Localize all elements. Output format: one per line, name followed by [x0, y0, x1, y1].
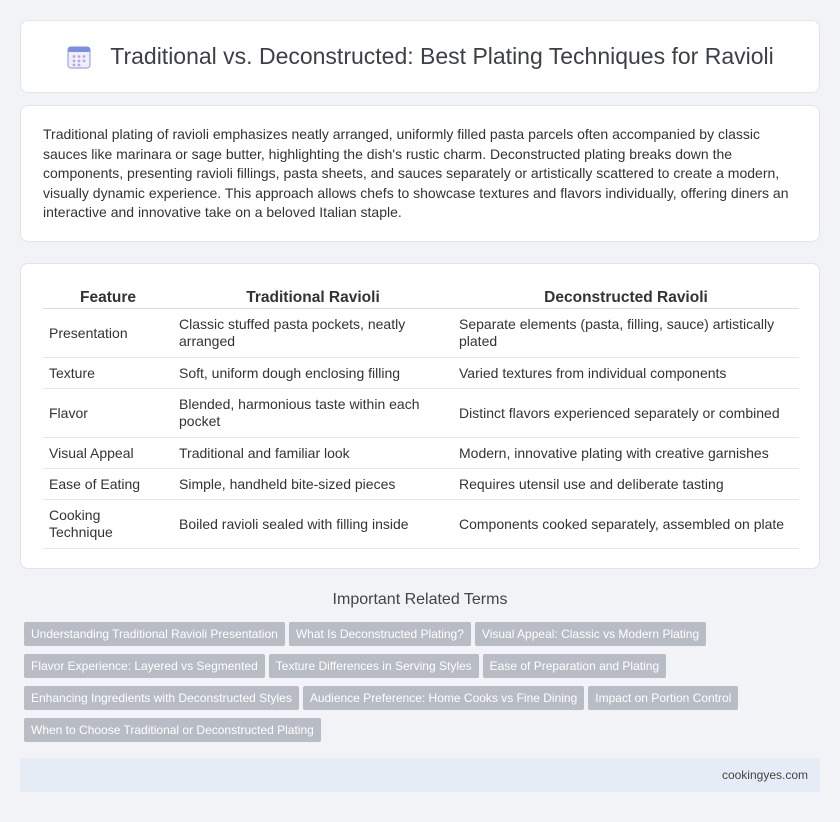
deconstructed-cell: Distinct flavors experienced separately or combined	[453, 389, 799, 438]
footer-site-link[interactable]: cookingyes.com	[721, 768, 808, 782]
table-header-row	[43, 286, 799, 309]
table-row	[43, 438, 799, 469]
traditional-cell: Boiled ravioli sealed with filling inside	[173, 500, 453, 549]
feature-cell: Visual Appeal	[43, 438, 173, 469]
related-tag[interactable]: When to Choose Traditional or Deconstructed Plating	[24, 718, 321, 742]
table-row	[43, 309, 799, 358]
deconstructed-cell: Modern, innovative plating with creative garnishes	[453, 438, 799, 469]
deconstructed-cell: Requires utensil use and deliberate tasting	[453, 469, 799, 500]
related-tag[interactable]: Impact on Portion Control	[588, 686, 738, 710]
related-terms-title: Important Related Terms	[332, 591, 508, 608]
related-tag[interactable]: Texture Differences in Serving Styles	[269, 654, 479, 678]
related-tag[interactable]: What Is Deconstructed Plating?	[289, 622, 471, 646]
header-traditional: Traditional Ravioli	[173, 286, 453, 309]
feature-cell: Flavor	[43, 389, 173, 438]
intro-card	[20, 105, 820, 242]
related-tag[interactable]: Ease of Preparation and Plating	[483, 654, 666, 678]
header-feature: Feature	[43, 286, 173, 309]
related-tag[interactable]: Understanding Traditional Ravioli Presentation	[24, 622, 285, 646]
related-tag[interactable]: Enhancing Ingredients with Deconstructed Styles	[24, 686, 299, 710]
feature-cell: Presentation	[43, 309, 173, 358]
header-deconstructed: Deconstructed Ravioli	[453, 286, 799, 309]
traditional-cell: Blended, harmonious taste within each pocket	[173, 389, 453, 438]
page-title: Traditional vs. Deconstructed: Best Plating Techniques for Ravioli	[110, 43, 774, 69]
feature-cell: Cooking Technique	[43, 500, 173, 549]
traditional-cell: Soft, uniform dough enclosing filling	[173, 358, 453, 389]
table-row	[43, 358, 799, 389]
related-tag[interactable]: Audience Preference: Home Cooks vs Fine Dining	[303, 686, 584, 710]
footer	[20, 758, 820, 792]
traditional-cell: Simple, handheld bite-sized pieces	[173, 469, 453, 500]
related-terms-list	[24, 622, 824, 750]
table-row	[43, 500, 799, 549]
table-row	[43, 389, 799, 438]
traditional-cell: Traditional and familiar look	[173, 438, 453, 469]
deconstructed-cell: Varied textures from individual components	[453, 358, 799, 389]
deconstructed-cell: Components cooked separately, assembled on plate	[453, 500, 799, 549]
intro-text: Traditional plating of ravioli emphasizes neatly arranged, uniformly filled pasta parcels often accompanied by classic sauces like marinara or sage butter, highlighting the dish's rustic charm. Deconstructed plating breaks down the components, presenting ravioli fillings, pasta sheets, and sauces separately or artistically scattered to create a modern, visually dynamic experience. This approach allows chefs to showcase textures and flavors individually, offering diners an interactive and innovative take on a beloved Italian staple.	[43, 126, 789, 220]
feature-cell: Texture	[43, 358, 173, 389]
calendar-grid-icon	[66, 44, 92, 70]
related-tag[interactable]: Flavor Experience: Layered vs Segmented	[24, 654, 265, 678]
table-row	[43, 469, 799, 500]
traditional-cell: Classic stuffed pasta pockets, neatly arranged	[173, 309, 453, 358]
header-card	[20, 20, 820, 93]
feature-cell: Ease of Eating	[43, 469, 173, 500]
comparison-card	[20, 263, 820, 569]
related-tag[interactable]: Visual Appeal: Classic vs Modern Plating	[475, 622, 706, 646]
deconstructed-cell: Separate elements (pasta, filling, sauce) artistically plated	[453, 309, 799, 358]
comparison-table	[43, 286, 799, 549]
